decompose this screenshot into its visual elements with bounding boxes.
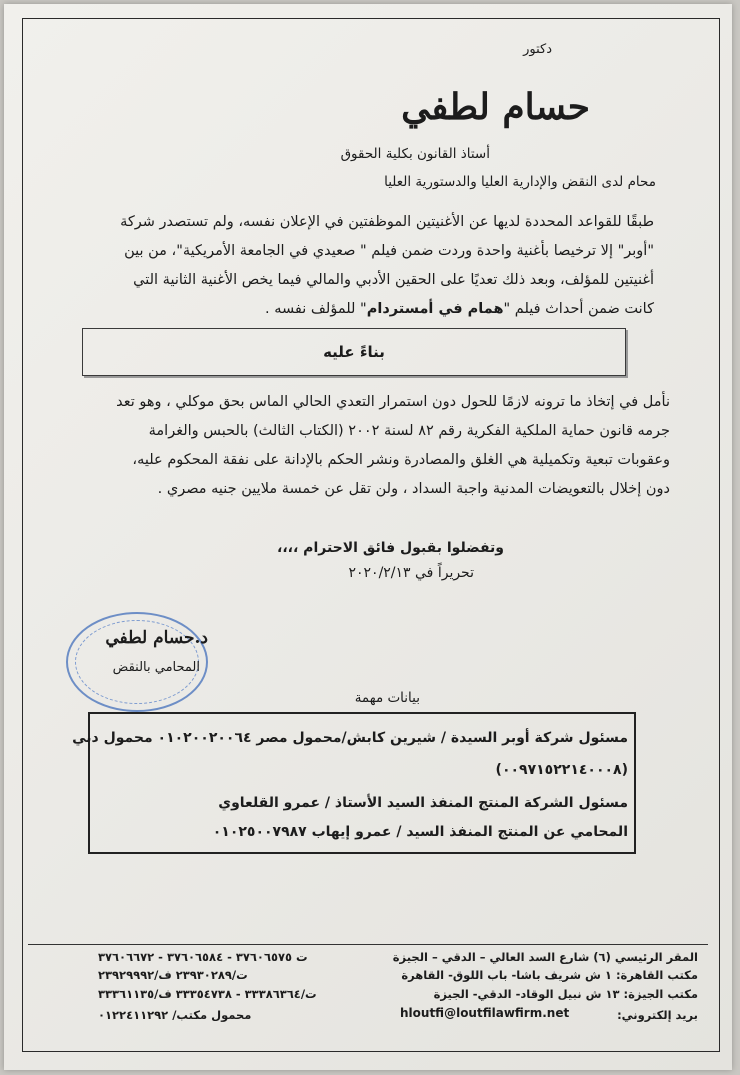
contact-line-uber: مسئول شركة أوبر السيدة / شيرين كابش/محمول مصر ٠١٠٢٠٠٢٠٠٦٤ محمول دبي — [72, 730, 628, 746]
signature-name: د.حسام لطفي — [105, 628, 208, 648]
contact-line-dubai: (٠٠٩٧١٥٢٢١٤٠٠٠٨) — [495, 762, 628, 778]
important-data-heading: بيانات مهمة — [354, 690, 420, 706]
request-paragraph — [78, 388, 670, 504]
intro-line: كانت ضمن أحداث فيلم "همام في أمستردام" للمؤلف نفسه . — [265, 301, 654, 317]
section-title: بناءً عليه — [82, 328, 626, 376]
intro-line: "أوبر" إلا ترخيصا بأغنية واحدة وردت ضمن فيلم " صعيدي في الجامعة الأمريكية"، من بين — [124, 243, 654, 259]
closing-line: وتفضلوا بقبول فائق الاحترام ،،،، — [277, 540, 504, 556]
sender-courts: محام لدى النقض والإدارية العليا والدستورية العليا — [384, 174, 656, 190]
film-title: همام في أمستردام — [366, 301, 504, 317]
contact-line-producer: مسئول الشركة المنتج المنفذ السيد الأستاذ / عمرو القلعاوي — [218, 795, 628, 811]
letter-page — [4, 4, 732, 1070]
intro-paragraph — [92, 208, 654, 324]
intro-line: أغنيتين للمؤلف، وبعد ذلك تعديًا على الحقين الأدبي والمالي فيما يخص الأغنية الثانية التي — [133, 272, 654, 288]
footer-phones-cairo: ت/٢٣٩٣٠٢٨٩ ف/٢٣٩٢٩٩٩٢ — [98, 968, 248, 982]
footer-address-cairo: مكتب القاهرة: ١ ش شريف باشا- باب اللوق- القاهرة — [401, 968, 698, 982]
body-line: وعقوبات تبعية وتكميلية هي الغلق والمصادرة ونشر الحكم بالإدانة على نفقة المحكوم عليه، — [132, 452, 670, 468]
contact-line-lawyer: المحامي عن المنتج المنفذ السيد / عمرو إيهاب ٠١٠٢٥٠٠٧٩٨٧ — [212, 824, 628, 840]
body-line: دون إخلال بالتعويضات المدنية واجبة السداد ، ولن تقل عن خمسة ملايين جنيه مصري . — [157, 481, 670, 497]
footer-divider — [28, 944, 708, 945]
footer-email-link[interactable]: hloutfi@loutfilawfirm.net — [400, 1006, 570, 1020]
footer-phones-giza: ت/٣٣٣٨٦٣٦٤ - ٣٣٣٥٤٧٣٨ ف/٣٣٣٦١١٣٥ — [98, 987, 317, 1001]
footer-address-giza: مكتب الجيزة: ١٣ ش نبيل الوقاد- الدقي- الجيزة — [433, 987, 698, 1001]
letter-date: تحريراً في ٢٠٢٠/٢/١٣ — [348, 565, 474, 581]
body-line: جرمه قانون حماية الملكية الفكرية رقم ٨٢ لسنة ٢٠٠٢ (الكتاب الثالث) بالحبس والغرامة — [148, 423, 670, 439]
intro-line: طبقًا للقواعد المحددة لديها عن الأغنيتين الموظفتين في الإعلان نفسه، ولم تستصدر شركة — [120, 214, 654, 230]
footer-email-label: بريد إلكتروني: — [617, 1008, 698, 1022]
footer-phones-main: ت ٣٧٦٠٦٥٧٥ - ٣٧٦٠٦٥٨٤ - ٣٧٦٠٦٦٧٢ — [98, 950, 308, 964]
sender-name: حسام لطفي — [401, 86, 590, 128]
signature-title: المحامي بالنقض — [112, 660, 200, 675]
body-line: نأمل في إتخاذ ما ترونه لازمًا للحول دون استمرار التعدي الحالي الماس بحق موكلي ، وهو تعد — [116, 394, 670, 410]
title-prefix: دكتور — [523, 42, 552, 57]
footer-mobile-office: محمول مكتب/ ٠١٢٢٤١١٢٩٢ — [98, 1008, 252, 1022]
footer-address-main: المقر الرئيسي (٦) شارع السد العالي – الدقي – الجيزة — [392, 950, 698, 964]
sender-position: أستاذ القانون بكلية الحقوق — [340, 146, 490, 162]
